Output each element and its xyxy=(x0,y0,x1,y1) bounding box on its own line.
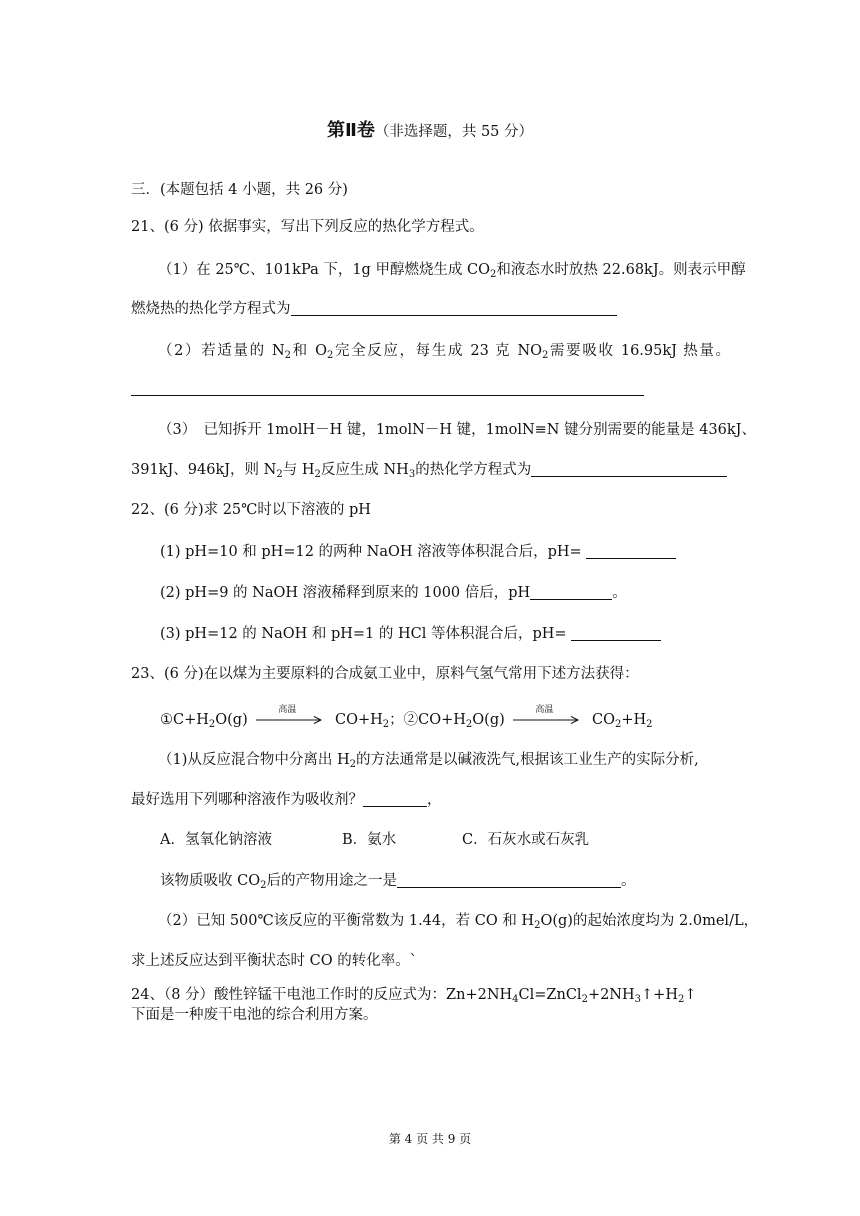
q23-stem: 23、(6 分)在以煤为主要原料的合成氨工业中，原料气氢气常用下述方法获得： xyxy=(131,666,639,682)
q23-p2-line2: 求上述反应达到平衡状态时 CO 的转化率。` xyxy=(131,953,417,969)
q24-stem-line1: 24、（8 分）酸性锌锰干电池工作时的反应式为：$Zn+2NH_4Cl=ZnCl_2+2NH_3↑+H_2↑$ xyxy=(131,987,697,1005)
answer-blank[interactable] xyxy=(530,585,612,600)
q22-stem: 22、(6 分)求 25℃时以下溶液的 pH xyxy=(131,502,371,518)
q23-p2-line1: （2）已知 500℃该反应的平衡常数为 1.44，若 CO 和 $H_2O(g)$的起始浓度均为 2.0mel/L， xyxy=(158,913,759,931)
title-rest: （非选择题，共 55 分） xyxy=(374,124,534,140)
q23-opt-b: B．氨水 xyxy=(342,832,397,848)
reaction-arrow: 高温 xyxy=(513,712,583,726)
q21-p1-line2: 燃烧热的热化学方程式为 xyxy=(131,299,617,319)
q23-p1-line1: （1)从反应混合物中分离出 $H_2$的方法通常是以碱液洗气,根据该工业生产的实际分析, xyxy=(158,752,699,770)
q22-p3: (3) pH=12 的 NaOH 和 pH=1 的 HCl 等体积混合后，pH= xyxy=(160,624,661,644)
answer-blank[interactable] xyxy=(363,792,427,807)
q22-p2: (2) pH=9 的 NaOH 溶液稀释到原来的 1000 倍后，pH 。 xyxy=(160,585,627,601)
answer-blank[interactable] xyxy=(131,395,644,396)
q24-stem-line2: 下面是一种废干电池的综合利用方案。 xyxy=(131,1007,378,1023)
answer-blank[interactable] xyxy=(291,301,617,316)
answer-blank[interactable] xyxy=(586,544,676,559)
q23-opt-c: C．石灰水或石灰乳 xyxy=(462,832,590,848)
q21-p3-line2: 391kJ、946kJ，则 $N_2$与 $H_2$反应生成 $NH_3$的热化学方程式为 xyxy=(131,460,727,480)
q22-p1: (1) pH=10 和 pH=12 的两种 NaOH 溶液等体积混合后，pH= xyxy=(160,542,676,562)
q21-p3-line1: （3） 已知拆开 1molH－H 键，1molN－H 键，1molN≡N 键分别需要的能量是 436kJ、 xyxy=(158,422,756,438)
q23-p1-line2: 最好选用下列哪种溶液作为吸收剂？ ， xyxy=(131,792,442,808)
page-footer: 第 4 页 共 9 页 xyxy=(388,1132,472,1146)
q21-p2-line: （2）若适量的 $N_2$和 $O_2$完全反应，每生成 23 克 $NO_2$需要吸收 16.95kJ 热量。 xyxy=(158,343,730,361)
reaction-arrow: 高温 xyxy=(256,712,326,726)
title-main: 第Ⅱ卷 xyxy=(326,120,375,141)
answer-blank[interactable] xyxy=(531,462,727,477)
page-title xyxy=(0,116,860,142)
q23-p1-line3: 该物质吸收 $CO_2$后的产物用途之一是 。 xyxy=(160,873,636,891)
q21-p1-line1: （1）在 25℃、101kPa 下，1g 甲醇燃烧生成 $CO_2$和液态水时放热 22.68kJ。则表示甲醇 xyxy=(158,262,746,280)
q23-opt-a: A．氢氧化钠溶液 xyxy=(160,832,272,848)
answer-blank[interactable] xyxy=(571,626,661,641)
q21-stem: 21、(6 分) 依据事实，写出下列反应的热化学方程式。 xyxy=(131,219,484,235)
q23-equations: $①C+H_2O(g)$ 高温 $CO+H_2$；$②CO+H_2O(g)$ 高温 $CO_2+H_2$ xyxy=(160,705,653,730)
section-heading: 三．(本题包括 4 小题，共 26 分) xyxy=(131,182,348,198)
answer-blank[interactable] xyxy=(397,873,621,888)
